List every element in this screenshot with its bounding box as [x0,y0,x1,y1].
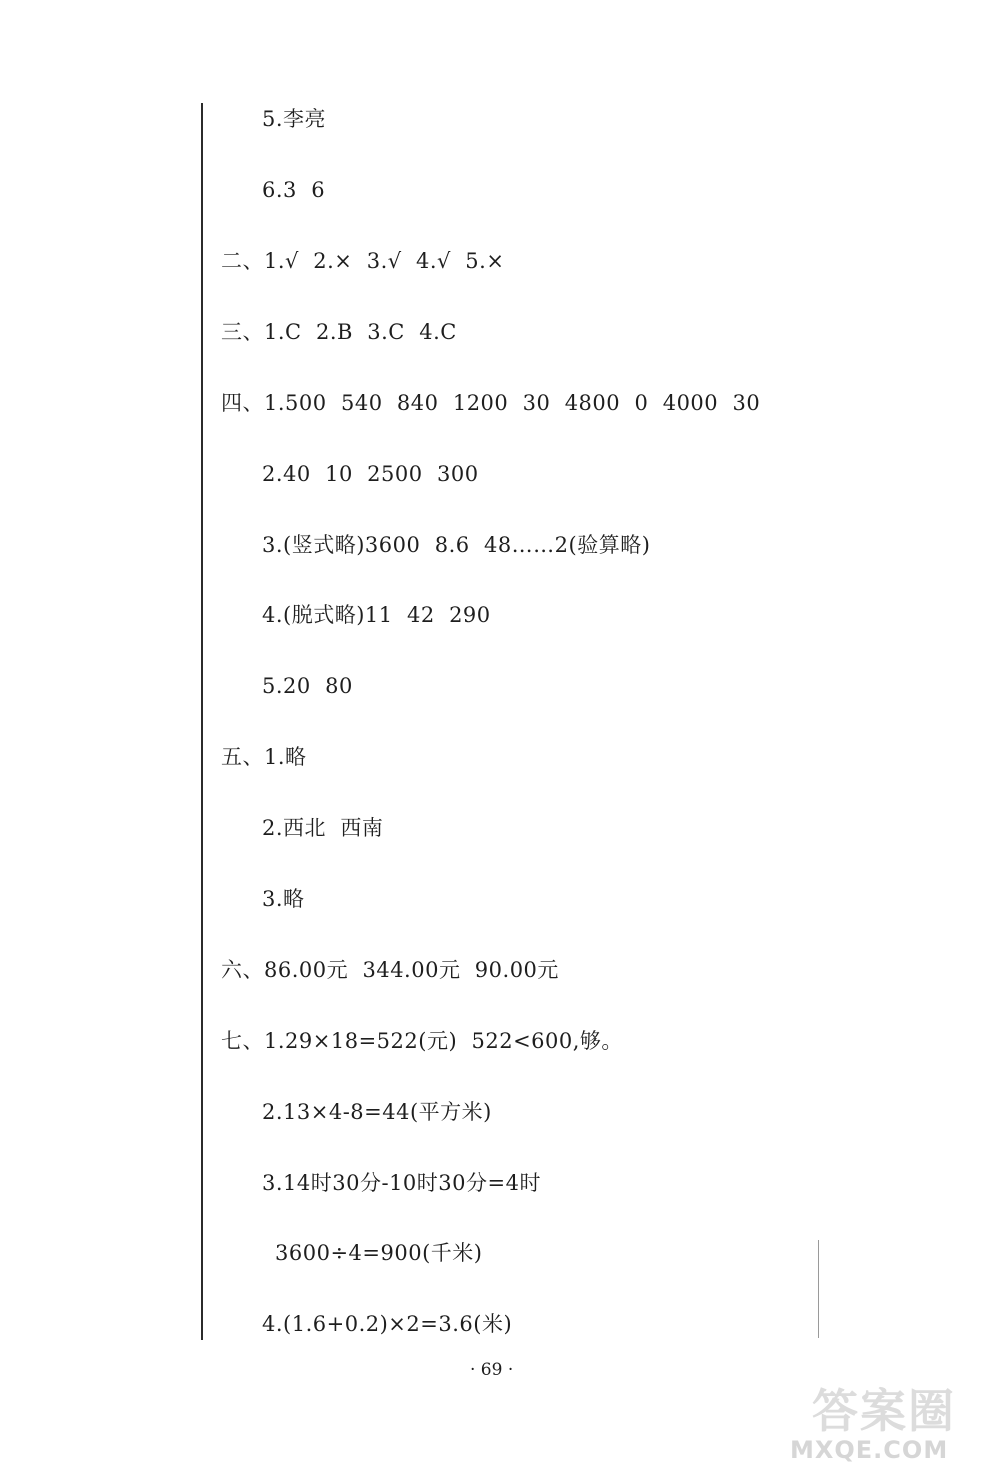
answer-line: 3.14时30分-10时30分=4时 [262,1171,541,1195]
answer-line: 3.略 [262,887,305,911]
left-margin-rule [201,103,203,1340]
answer-line: 5.李亮 [262,107,327,131]
section-seven-answers: 七、1.29×18=522(元) 522<600,够。 [221,1029,623,1053]
right-margin-rule [818,1240,819,1338]
answer-line: 4.(1.6+0.2)×2=3.6(米) [262,1312,513,1336]
watermark [790,1386,990,1466]
page-number: · 69 · [470,1360,514,1380]
section-two-answers: 二、1.√ 2.× 3.√ 4.√ 5.× [221,249,505,273]
answer-line: 3.(竖式略)3600 8.6 48……2(验算略) [262,533,651,557]
answer-line: 5.20 80 [262,674,353,698]
answer-line: 2.西北 西南 [262,816,384,840]
section-six-answers: 六、86.00元 344.00元 90.00元 [221,958,559,982]
section-five-answers: 五、1.略 [221,745,307,769]
watermark-logo: 答案圈 [812,1384,956,1438]
section-four-answers: 四、1.500 540 840 1200 30 4800 0 4000 30 [221,391,761,415]
section-three-answers: 三、1.C 2.B 3.C 4.C [221,320,457,344]
answer-line: 2.13×4-8=44(平方米) [262,1100,492,1124]
answer-line: 4.(脱式略)11 42 290 [262,603,491,627]
answer-line: 3600÷4=900(千米) [275,1241,483,1265]
watermark-url: MXQE.COM [790,1436,949,1464]
answer-line: 6.3 6 [262,178,326,202]
answer-line: 2.40 10 2500 300 [262,462,479,486]
